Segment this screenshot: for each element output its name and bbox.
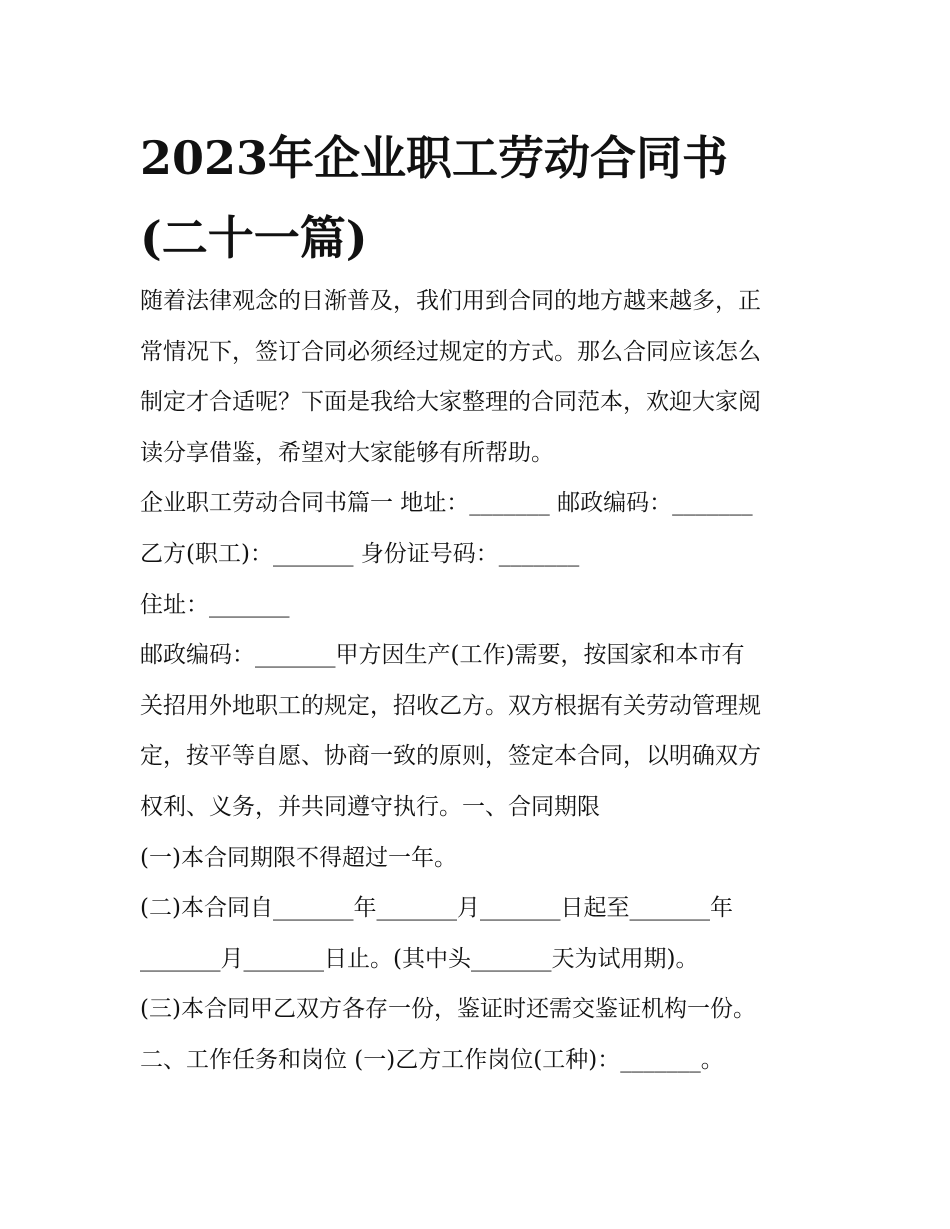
text-line: 乙方(职工)：_______ 身份证号码：_______ [140,540,580,567]
text-line: (二)本合同自_______年_______月_______日起至_______年 [140,895,733,922]
text-line: 制定才合适呢？下面是我给大家整理的合同范本，欢迎大家阅 [140,389,761,416]
preamble-paragraph [140,630,820,832]
clause-1-3-paragraph [140,984,820,1035]
text-line: _______月_______日止。(其中头_______天为试用期)。 [140,945,699,972]
text-line: 企业职工劳动合同书篇一 地址：_______ 邮政编码：_______ [140,490,753,517]
text-line: 读分享借鉴，希望对大家能够有所帮助。 [140,439,554,466]
text-line: 常情况下，签订合同必须经过规定的方式。那么合同应该怎么 [140,338,761,365]
text-line: 权利、义务，并共同遵守执行。一、合同期限 [140,793,600,820]
title-line: (二十一篇) [140,211,368,265]
document-page [140,0,820,1229]
intro-paragraph [140,276,820,478]
text-line: 定，按平等自愿、协商一致的原则，签定本合同，以明确双方 [140,743,761,770]
clause-1-1-paragraph [140,833,820,884]
party-b-paragraph [140,529,820,580]
document-title [140,118,820,278]
title-line: 2023年企业职工劳动合同书 [140,131,729,185]
text-line: 住址：_______ [140,591,290,618]
clause-1-2-paragraph [140,883,820,984]
document-body [140,276,820,1086]
text-line: 关招用外地职工的规定，招收乙方。双方根据有关劳动管理规 [140,692,761,719]
text-line: 二、工作任务和岗位 (一)乙方工作岗位(工种)：_______。 [140,1046,724,1073]
clause-2-paragraph [140,1035,820,1086]
text-line: (一)本合同期限不得超过一年。 [140,844,457,871]
text-line: 随着法律观念的日渐普及，我们用到合同的地方越来越多，正 [140,288,761,314]
party-b-address-paragraph [140,580,820,631]
text-line: 邮政编码：_______甲方因生产(工作)需要，按国家和本市有 [140,642,745,669]
text-line: (三)本合同甲乙双方各存一份，鉴证时还需交鉴证机构一份。 [140,996,756,1023]
party-a-address-paragraph [140,478,820,529]
